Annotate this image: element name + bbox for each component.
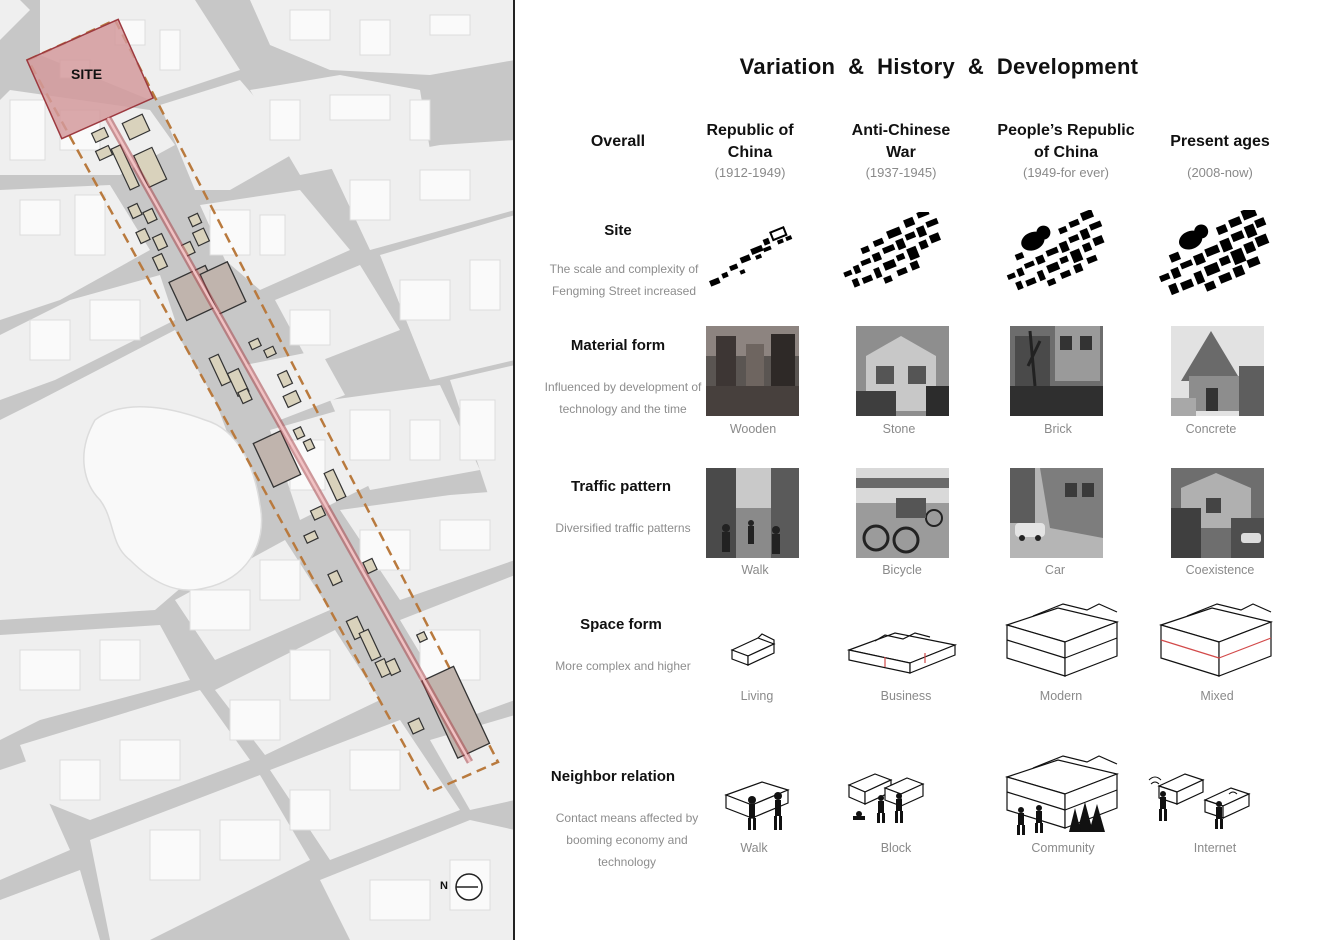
caption-neighbor-community: Community <box>1031 841 1095 855</box>
period-name-line1: People’s Republic <box>997 122 1135 139</box>
neighbor-internet-icon <box>1145 764 1255 834</box>
period-years: (1949-for ever) <box>1023 165 1109 180</box>
period-name-line2: of China <box>1034 144 1098 161</box>
caption-neighbor-internet: Internet <box>1193 841 1237 855</box>
space-form-modern-icon <box>1003 600 1121 680</box>
row-label-site: Site <box>604 222 632 239</box>
caption-neighbor-block: Block <box>880 841 912 855</box>
row-label-traffic: Traffic pattern <box>570 478 672 495</box>
row-label-space: Space form <box>580 616 662 633</box>
space-form-mixed-icon <box>1157 600 1275 680</box>
caption-stone: Stone <box>882 422 916 436</box>
photo-brick <box>1010 326 1103 416</box>
photo-concrete <box>1171 326 1264 416</box>
site-figure-ground-1937 <box>835 212 955 297</box>
caption-neighbor-walk: Walk <box>740 841 768 855</box>
caption-walk: Walk <box>741 563 769 577</box>
site-map <box>0 0 515 940</box>
period-name-line2: War <box>886 144 916 161</box>
row-label-material: Material form <box>570 337 666 354</box>
period-name-line2: China <box>727 144 773 161</box>
neighbor-block-icon <box>845 770 925 830</box>
row-desc-space <box>543 655 703 677</box>
period-present-header <box>1155 131 1285 153</box>
caption-modern: Modern <box>1039 689 1083 703</box>
row-desc-neighbor <box>547 807 707 873</box>
period-prc-header <box>988 120 1144 164</box>
overall-header: Overall <box>590 133 646 150</box>
row-desc-material <box>543 376 703 420</box>
period-years: (1937-1945) <box>865 165 937 180</box>
compass-icon <box>456 874 482 900</box>
row-label-neighbor: Neighbor relation <box>550 768 676 785</box>
caption-mixed: Mixed <box>1200 689 1234 703</box>
caption-coexistence: Coexistence <box>1185 563 1255 577</box>
row-desc-site <box>544 258 704 302</box>
desc-line: technology <box>597 855 657 869</box>
caption-bicycle: Bicycle <box>882 563 922 577</box>
site-figure-ground-1949 <box>998 210 1123 300</box>
period-name-line1: Republic of <box>706 122 794 139</box>
caption-car: Car <box>1044 563 1066 577</box>
desc-line: Contact means affected by <box>555 811 699 825</box>
photo-bicycle <box>856 468 949 558</box>
site-label: SITE <box>71 66 103 82</box>
site-figure-ground-2008 <box>1150 210 1280 300</box>
page-title: Variation & History & Development <box>739 54 1139 79</box>
space-form-business-icon <box>845 625 960 675</box>
compass-north-label: N <box>440 880 448 892</box>
period-republic-header <box>685 120 815 164</box>
desc-line: More complex and higher <box>555 659 691 673</box>
neighbor-community-icon <box>1003 752 1123 837</box>
site-map-drawing <box>0 0 515 940</box>
period-years: (1912-1949) <box>714 165 786 180</box>
desc-line: technology and the time <box>559 402 687 416</box>
caption-living: Living <box>740 689 774 703</box>
caption-concrete: Concrete <box>1185 422 1237 436</box>
desc-line: Diversified traffic patterns <box>555 521 691 535</box>
caption-brick: Brick <box>1044 422 1072 436</box>
period-name-line1: Present ages <box>1170 133 1270 150</box>
desc-line: Fengming Street increased <box>551 284 697 298</box>
caption-business: Business <box>880 689 932 703</box>
space-form-living-icon <box>728 630 780 670</box>
neighbor-walk-icon <box>722 770 794 835</box>
site-figure-ground-1912 <box>695 220 805 295</box>
period-years: (2008-now) <box>1187 165 1253 180</box>
desc-line: booming economy and <box>566 833 688 847</box>
desc-line: The scale and complexity of <box>549 262 699 276</box>
photo-car <box>1010 468 1103 558</box>
period-name-line1: Anti-Chinese <box>851 122 951 139</box>
row-desc-traffic <box>543 517 703 539</box>
desc-line: Influenced by development of <box>544 380 702 394</box>
photo-coexistence <box>1171 468 1264 558</box>
caption-wooden: Wooden <box>729 422 777 436</box>
photo-stone <box>856 326 949 416</box>
photo-walk <box>706 468 799 558</box>
period-war-header <box>836 120 966 164</box>
photo-wooden <box>706 326 799 416</box>
